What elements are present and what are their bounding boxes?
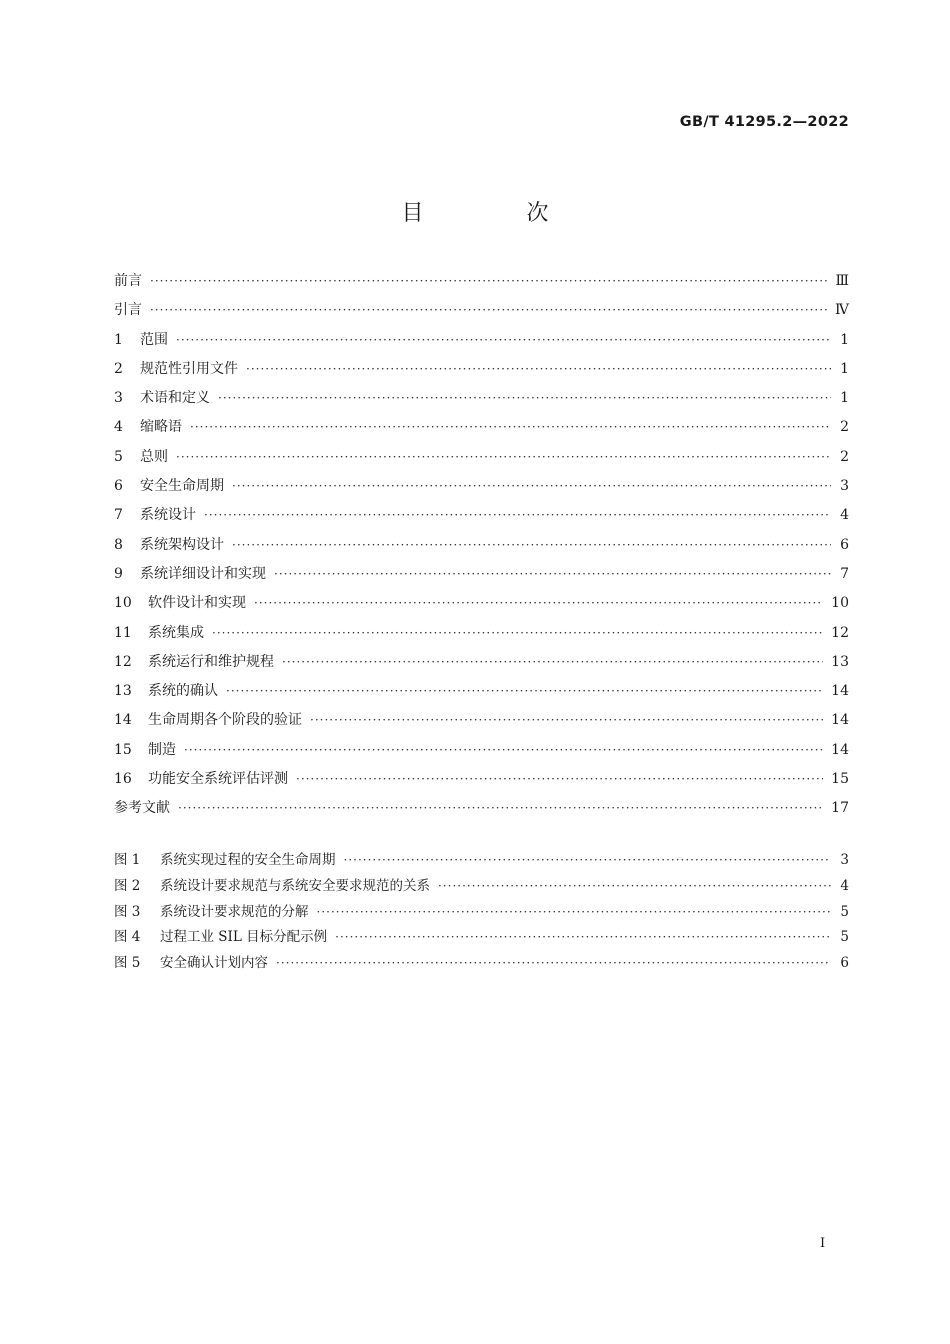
figure-entry-number: 图 3 — [114, 903, 141, 920]
toc-entry-label: 规范性引用文件 — [140, 360, 238, 377]
figure-list — [114, 848, 849, 977]
toc-entry[interactable] — [114, 651, 849, 680]
toc-entry-page: 12 — [831, 624, 849, 641]
toc-entry[interactable] — [114, 739, 849, 768]
toc-entry[interactable] — [114, 680, 849, 709]
toc-entry-number: 12 — [114, 653, 132, 670]
figure-entry-page: 5 — [840, 903, 849, 920]
toc-entry-label: 范围 — [140, 331, 168, 348]
toc-entry-label: 功能安全系统评估评测 — [148, 771, 288, 788]
dot-leader — [296, 772, 823, 786]
toc-entry-label: 前言 — [114, 273, 142, 289]
toc-entry-number: 6 — [114, 478, 123, 495]
toc-entry-number: 4 — [114, 419, 123, 436]
dot-leader — [274, 567, 831, 581]
page-title: 目 次 — [401, 201, 597, 226]
toc-entry-page: 1 — [840, 360, 849, 377]
toc-entry-page: 2 — [840, 419, 849, 436]
toc-entry-number: 15 — [114, 741, 132, 758]
dot-leader — [335, 930, 831, 944]
toc-entry-label: 总则 — [140, 448, 168, 465]
figure-entry-label: 系统设计要求规范的分解 — [160, 903, 309, 920]
toc-entry-page: 14 — [831, 741, 849, 758]
figure-entry[interactable] — [114, 874, 849, 900]
dot-leader — [246, 362, 831, 376]
figure-entry-label: 安全确认计划内容 — [160, 955, 268, 972]
toc-entry-number: 3 — [114, 390, 123, 407]
toc-entry-number: 5 — [114, 448, 123, 465]
toc-entry-number: 16 — [114, 771, 132, 788]
figure-entry-number: 图 1 — [114, 852, 141, 868]
dot-leader — [218, 391, 831, 405]
toc-entry-page: 13 — [831, 653, 849, 670]
toc-entry-number: 8 — [114, 536, 123, 553]
figure-entry-label: 系统实现过程的安全生命周期 — [160, 852, 336, 868]
toc-entry-label: 系统架构设计 — [140, 536, 224, 553]
toc-entry-page: 1 — [840, 390, 849, 407]
toc-entry-number: 11 — [114, 624, 132, 641]
dot-leader — [254, 596, 823, 610]
dot-leader — [344, 853, 832, 867]
toc-entry[interactable] — [114, 270, 849, 299]
dot-leader — [178, 801, 823, 815]
figure-entry[interactable] — [114, 951, 849, 977]
toc-entry-number: 14 — [114, 712, 132, 729]
figure-entry-page: 3 — [840, 852, 849, 868]
toc-entry[interactable] — [114, 709, 849, 738]
toc-entry-page: Ⅳ — [835, 302, 849, 319]
dot-leader — [176, 333, 831, 347]
dot-leader — [184, 743, 823, 757]
toc-entry-label: 生命周期各个阶段的验证 — [148, 712, 302, 729]
toc-entry[interactable] — [114, 446, 849, 475]
figure-entry-number: 图 5 — [114, 955, 141, 972]
toc-entry[interactable] — [114, 534, 849, 563]
toc-entry-label: 缩略语 — [140, 419, 182, 436]
toc-entry-number: 10 — [114, 595, 132, 612]
toc-entry[interactable] — [114, 416, 849, 445]
toc-entry-label: 软件设计和实现 — [148, 595, 246, 612]
dot-leader — [276, 956, 831, 970]
figure-entry-page: 6 — [840, 955, 849, 972]
toc-entry-page: 10 — [831, 595, 849, 612]
toc-entry[interactable] — [114, 504, 849, 533]
toc-entry[interactable] — [114, 475, 849, 504]
toc-entry-page: 3 — [840, 478, 849, 495]
toc-entry-label: 参考文献 — [114, 800, 170, 817]
toc-entry-page: 15 — [831, 771, 849, 788]
toc-entry-number: 1 — [114, 331, 123, 348]
figure-entry-label: 系统设计要求规范与系统安全要求规范的关系 — [160, 877, 430, 894]
toc-entry-label: 术语和定义 — [140, 390, 210, 407]
toc-entry[interactable] — [114, 563, 849, 592]
toc-entry-page: 14 — [831, 712, 849, 729]
figure-entry-number: 图 4 — [114, 929, 141, 946]
toc-entry-label: 系统的确认 — [148, 683, 218, 700]
dot-leader — [150, 303, 827, 317]
dot-leader — [232, 479, 831, 493]
toc-entry-label: 系统详细设计和实现 — [140, 565, 266, 582]
toc-entry[interactable] — [114, 768, 849, 797]
toc-entry[interactable] — [114, 797, 849, 826]
figure-entry[interactable] — [114, 925, 849, 951]
toc-entry-label: 引言 — [114, 302, 142, 319]
figure-entry[interactable] — [114, 900, 849, 926]
toc-entry-page: 14 — [831, 683, 849, 700]
figure-entry-number: 图 2 — [114, 877, 141, 894]
toc-entry-number: 7 — [114, 507, 123, 524]
dot-leader — [190, 420, 831, 434]
toc-entry[interactable] — [114, 622, 849, 651]
dot-leader — [232, 538, 831, 552]
dot-leader — [438, 879, 831, 893]
toc-entry-page: 4 — [840, 507, 849, 524]
dot-leader — [226, 684, 823, 698]
toc-entry-page: 17 — [831, 800, 849, 817]
toc-entry-number: 2 — [114, 360, 123, 377]
dot-leader — [282, 655, 823, 669]
standard-code: GB/T 41295.2—2022 — [679, 114, 849, 130]
dot-leader — [176, 450, 831, 464]
toc-list — [114, 270, 849, 827]
toc-entry-page: Ⅲ — [835, 273, 849, 289]
toc-entry[interactable] — [114, 299, 849, 328]
toc-entry-label: 安全生命周期 — [140, 478, 224, 495]
dot-leader — [317, 905, 832, 919]
toc-entry-label: 制造 — [148, 741, 176, 758]
toc-entry[interactable] — [114, 329, 849, 358]
toc-entry[interactable] — [114, 358, 849, 387]
toc-entry-page: 7 — [840, 565, 849, 582]
toc-entry-number: 13 — [114, 683, 132, 700]
toc-entry-page: 2 — [840, 448, 849, 465]
dot-leader — [150, 274, 827, 288]
dot-leader — [204, 508, 831, 522]
figure-entry-page: 4 — [840, 877, 849, 894]
page-number: Ⅰ — [820, 1236, 826, 1251]
toc-entry-label: 系统设计 — [140, 507, 196, 524]
figure-entry[interactable] — [114, 848, 849, 874]
toc-entry-label: 系统集成 — [148, 624, 204, 641]
figure-entry-label: 过程工业 SIL 目标分配示例 — [160, 929, 328, 946]
toc-entry-page: 6 — [840, 536, 849, 553]
dot-leader — [310, 713, 823, 727]
dot-leader — [212, 626, 823, 640]
toc-entry-number: 9 — [114, 565, 123, 582]
figure-entry-page: 5 — [840, 929, 849, 946]
toc-entry-label: 系统运行和维护规程 — [148, 653, 274, 670]
toc-entry[interactable] — [114, 387, 849, 416]
toc-entry[interactable] — [114, 592, 849, 621]
toc-entry-page: 1 — [840, 331, 849, 348]
